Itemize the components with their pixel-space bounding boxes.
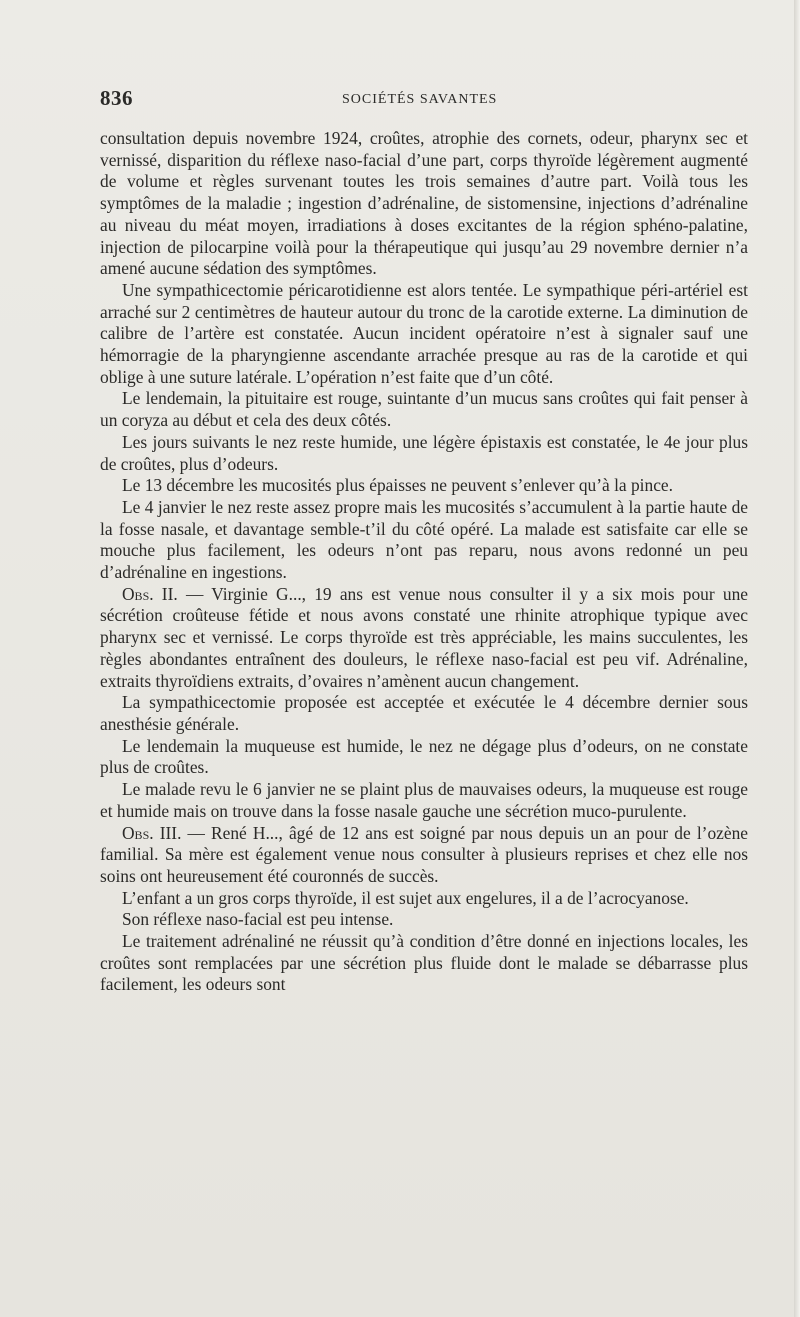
page-header <box>100 86 750 112</box>
obs-3-label: Obs. III. — <box>122 822 205 843</box>
paragraph-obs-2-jan-6: Le malade revu le 6 janvier ne se plaint plus de mauvaises odeurs, la muqueuse est rouge et humide mais on trouve dans la fosse nasale gauche une sécrétion muco-purulente. <box>100 779 748 821</box>
paragraph-following-days: Les jours suivants le nez reste humide, une légère épistaxis est constatée, le 4e jour plus de croûtes, plus d’odeurs. <box>100 431 748 474</box>
paragraph-obs-2-surgery: La sympathicectomie proposée est acceptée et exécutée le 4 décembre dernier sous anesthésie générale. <box>100 692 748 734</box>
paragraph-obs-2-next-day: Le lendemain la muqueuse est humide, le nez ne dégage plus d’odeurs, on ne constate plus de croûtes. <box>100 735 748 778</box>
paragraph-next-day: Le lendemain, la pituitaire est rouge, suintante d’un mucus sans croûtes qui fait penser à un coryza au début et cela des deux côtés. <box>100 388 748 431</box>
body-text <box>100 128 748 996</box>
paragraph-dec-13: Le 13 décembre les mucosités plus épaisses ne peuvent s’enlever qu’à la pince. <box>122 475 673 496</box>
paragraph-obs-3-treatment: Le traitement adrénaliné ne réussit qu’à condition d’être donné en injections locales, les croûtes sont remplacées par une sécrétion plus fluide dont le malade se débarrasse plus facilement, les odeurs sont <box>100 931 748 995</box>
paragraph-obs-3 <box>100 823 748 888</box>
page-number: 836 <box>100 86 133 110</box>
paragraph-sympathicectomy: Une sympathicectomie péricarotidienne est alors tentée. Le sympathique péri-artériel est arraché sur 2 centimètres de hauteur autour du tronc de la carotide externe. La diminution de calibre de l’artère est constatée. Aucun incident opératoire n’est à signaler sauf une hémorragie de la pharyngienne ascendante arrachée presque au ras de la carotide et qui oblige à une suture latérale. L’opération n’est faite que d’un côté. <box>100 279 748 387</box>
paragraph-jan-4: Le 4 janvier le nez reste assez propre mais les mucosités s’accumulent à la partie haute de la fosse nasale, et davantage semble-t’il du côté opéré. La malade est satisfaite car elle se mouche plus facilement, les odeurs n’ont pas reparu, nous avons redonné un peu d’adrénaline en ingestions. <box>100 496 748 583</box>
paragraph-obs-2 <box>100 584 748 693</box>
paragraph-obs-3-child: L’enfant a un gros corps thyroïde, il est sujet aux engelures, il a de l’acrocyanose. <box>122 887 689 908</box>
paragraph-obs-3-reflex: Son réflexe naso-facial est peu intense. <box>122 909 394 930</box>
running-title: SOCIÉTÉS SAVANTES <box>342 92 498 107</box>
obs-2-label: Obs. II. — <box>122 583 204 604</box>
paragraph-continuation: consultation depuis novembre 1924, croûtes, atrophie des cornets, odeur, pharynx sec et vernissé, disparition du réflexe naso-facial d’une part, corps thyroïde légèrement augmenté de volume et règles survenant toutes les trois semaines d’autre part. Voilà tous les symptômes de la maladie ; ingestion d’adrénaline, de sistomensine, injections d’adrénaline au niveau du méat moyen, irradiations à doses excitantes de la région sphéno-palatine, injection de pilocarpine voilà pour la thérapeutique qui jusqu’au 29 novembre dernier n’a amené aucune sédation des symptômes. <box>100 128 748 279</box>
obs-3-text: René H..., âgé de 12 ans est soigné par nous depuis un an pour de l’ozène familial. Sa mère est également venue nous consulter à plusieurs reprises et chez elle nos soins ont heureusement été couronnés de succès. <box>100 822 748 886</box>
obs-2-text: Virginie G..., 19 ans est venue nous consulter il y a six mois pour une sécrétion croûteuse fétide et nous avons constaté une rhinite atrophique typique avec pharynx sec et vernissé. Le corps thyroïde est très appréciable, les mains succulentes, les règles abondantes entraînent des douleurs, le réflexe naso-facial est peu vif. Adrénaline, extraits thyroïdiens extraits, d’ovaires n’amènent aucun changement. <box>100 583 748 691</box>
page-edge <box>794 0 800 1317</box>
